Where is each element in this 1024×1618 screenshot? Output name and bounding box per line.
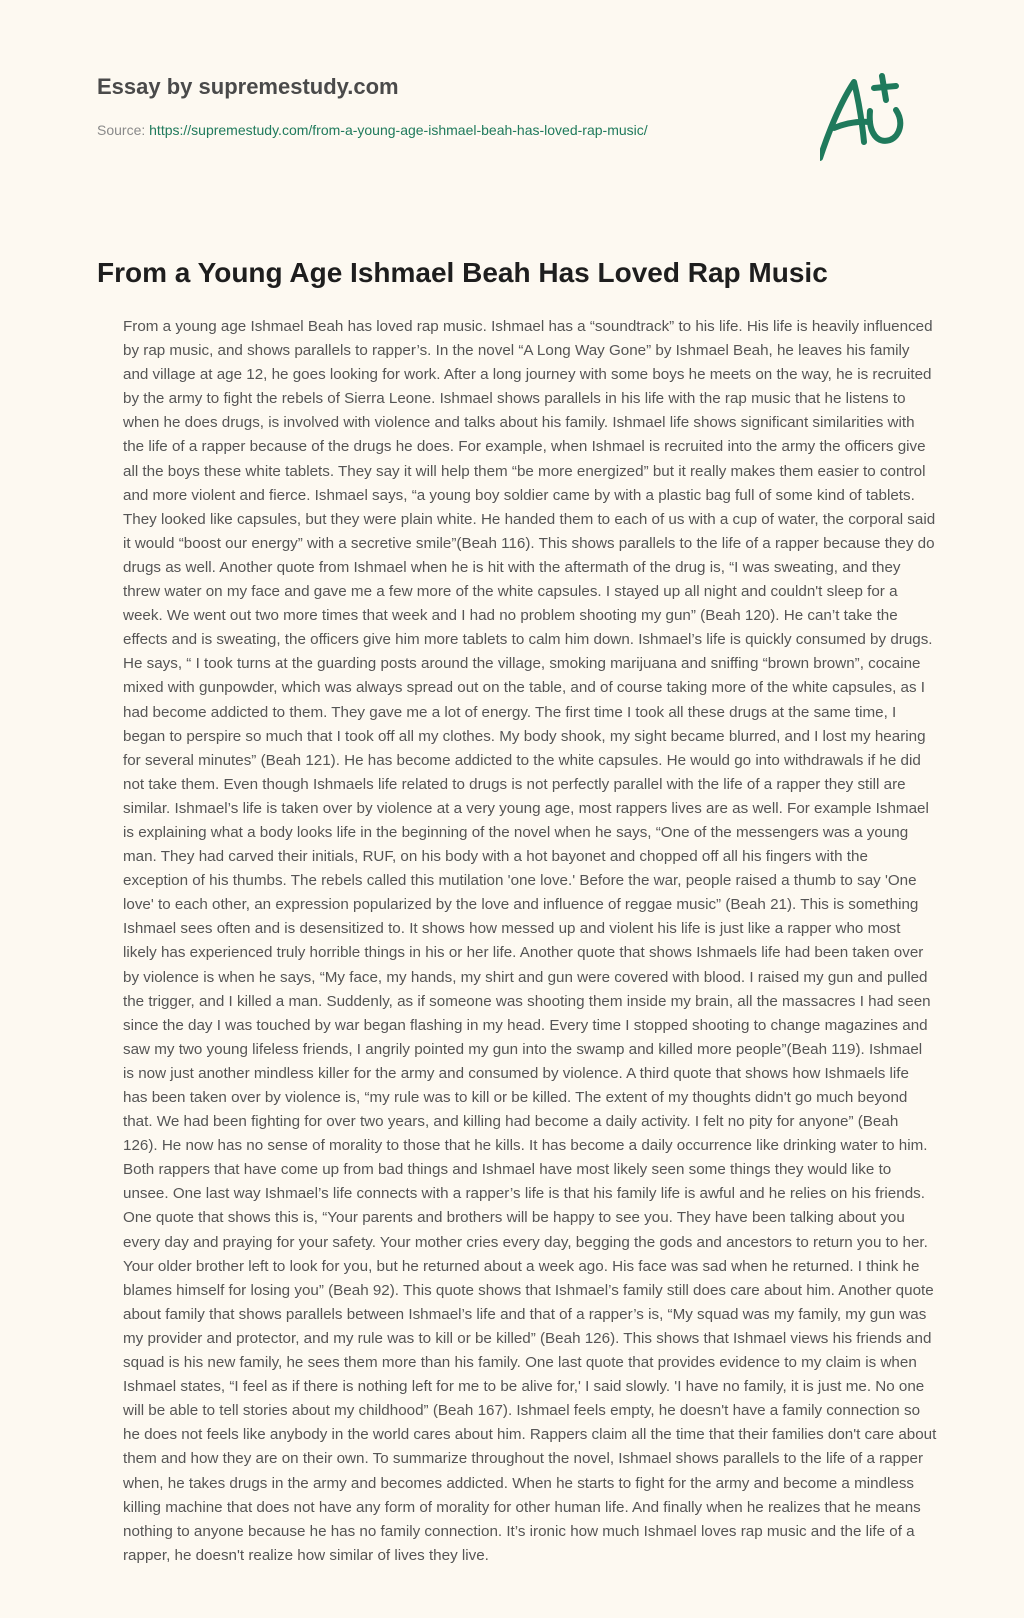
source-line <box>97 120 797 140</box>
essay-body: From a young age Ishmael Beah has loved rap music. Ishmael has a “soundtrack” to his life. His life is heavily influenced by rap music, and shows parallels to rapper’s. In the novel “A Long Way Gone” by Ishmael Beah, he leaves his family and village at age 12, he goes looking for work. After a long journey with some boys he meets on the way, he is recruited by the army to fight the rebels of Sierra Leone. Ishmael shows parallels in his life with the rap music that he listens to when he does drugs, is involved with violence and talks about his family. Ishmael life shows significant similarities with the life of a rapper because of the drugs he does. For example, when Ishmael is recruited into the army the officers give all the boys these white tablets. They say it will help them “be more energized” but it really makes them easier to control and more violent and fierce. Ishmael says, “a young boy soldier came by with a plastic bag full of some kind of tablets. They looked like capsules, but they were plain white. He handed them to each of us with a cup of water, the corporal said it would “boost our energy” with a secretive smile”(Beah 116). This shows parallels to the life of a rapper because they do drugs as well. Another quote from Ishmael when he is hit with the aftermath of the drug is, “I was sweating, and they threw water on my face and gave me a few more of the white capsules. I stayed up all night and couldn't sleep for a week. We went out two more times that week and I had no problem shooting my gun” (Beah 120). He can’t take the effects and is sweating, the officers give him more tablets to calm him down. Ishmael’s life is quickly consumed by drugs. He says, “ I took turns at the guarding posts around the village, smoking marijuana and sniffing “brown brown”, cocaine mixed with gunpowder, which was always spread out on the table, and of course taking more of the white capsules, as I had become addicted to them. They gave me a lot of energy. The first time I took all these drugs at the same time, I began to perspire so much that I took off all my clothes. My body shook, my sight became blurred, and I lost my hearing for several minutes” (Beah 121). He has become addicted to the white capsules. He would go into withdrawals if he did not take them. Even though Ishmaels life related to drugs is not perfectly parallel with the life of a rapper they still are similar. Ishmael’s life is taken over by violence at a very young age, most rappers lives are as well. For example Ishmael is explaining what a body looks life in the beginning of the novel when he says, “One of the messengers was a young man. They had carved their initials, RUF, on his body with a hot bayonet and chopped off all his fingers with the exception of his thumbs. The rebels called this mutilation 'one love.' Before the war, people raised a thumb to say 'One love' to each other, an expression popularized by the love and influence of reggae music” (Beah 21). This is something Ishmael sees often and is desensitized to. It shows how messed up and violent his life is just like a rapper who most likely has experienced truly horrible things in his or her life. Another quote that shows Ishmaels life had been taken over by violence is when he says, “My face, my hands, my shirt and gun were covered with blood. I raised my gun and pulled the trigger, and I killed a man. Suddenly, as if someone was shooting them inside my brain, all the massacres I had seen since the day I was touched by war began flashing in my head. Every time I stopped shooting to change magazines and saw my two young lifeless friends, I angrily pointed my gun into the swamp and killed more people”(Beah 119). Ishmael is now just another mindless killer for the army and consumed by violence. A third quote that shows how Ishmaels life has been taken over by violence is, “my rule was to kill or be killed. The extent of my thoughts didn't go much beyond that. We had been fighting for over two years, and killing had become a daily activity. I felt no pity for anyone” (Beah 126). He now has no sense of morality to those that he kills. It has become a daily occurrence like drinking water to him. Both rappers that have come up from bad things and Ishmael have most likely seen some things they would like to unsee. One last way Ishmael’s life connects with a rapper’s life is that his family life is awful and he relies on his friends. One quote that shows this is, “Your parents and brothers will be happy to see you. They have been talking about you every day and praying for your safety. Your mother cries every day, begging the gods and ancestors to return you to her. Your older brother left to look for you, but he returned about a week ago. His face was sad when he returned. I think he blames himself for losing you” (Beah 92). This quote shows that Ishmael’s family still does care about him. Another quote about family that shows parallels between Ishmael’s life and that of a rapper’s is, “My squad was my family, my gun was my provider and protector, and my rule was to kill or be killed” (Beah 126). This shows that Ishmael views his friends and squad is his new family, he sees them more than his family. One last quote that provides evidence to my claim is when Ishmael states, “I feel as if there is nothing left for me to be alive for,' I said slowly. 'I have no family, it is just me. No one will be able to tell stories about my childhood” (Beah 167). Ishmael feels empty, he doesn't have a family connection so he does not feels like anybody in the world cares about him. Rappers claim all the time that their families don't care about them and how they are on their own. To summarize throughout the novel, Ishmael shows parallels to the life of a rapper when, he takes drugs in the army and becomes addicted. When he starts to fight for the army and become a mindless killing machine that does not have any form of morality for other human life. And finally when he realizes that he means nothing to anyone because he has no family connection. It’s ironic how much Ishmael loves rap music and the life of a rapper, he doesn't realize how similar of lives they live. <box>123 318 937 1564</box>
site-title: Essay by supremestudy.com <box>97 74 399 99</box>
source-link[interactable]: https://supremestudy.com/from-a-young-age-ishmael-beah-has-loved-rap-music/ <box>149 122 648 138</box>
site-header <box>97 72 797 140</box>
a-plus-logo-icon <box>820 66 936 174</box>
essay-title: From a Young Age Ishmael Beah Has Loved Rap Music <box>97 257 828 288</box>
source-label: Source: <box>97 122 150 138</box>
